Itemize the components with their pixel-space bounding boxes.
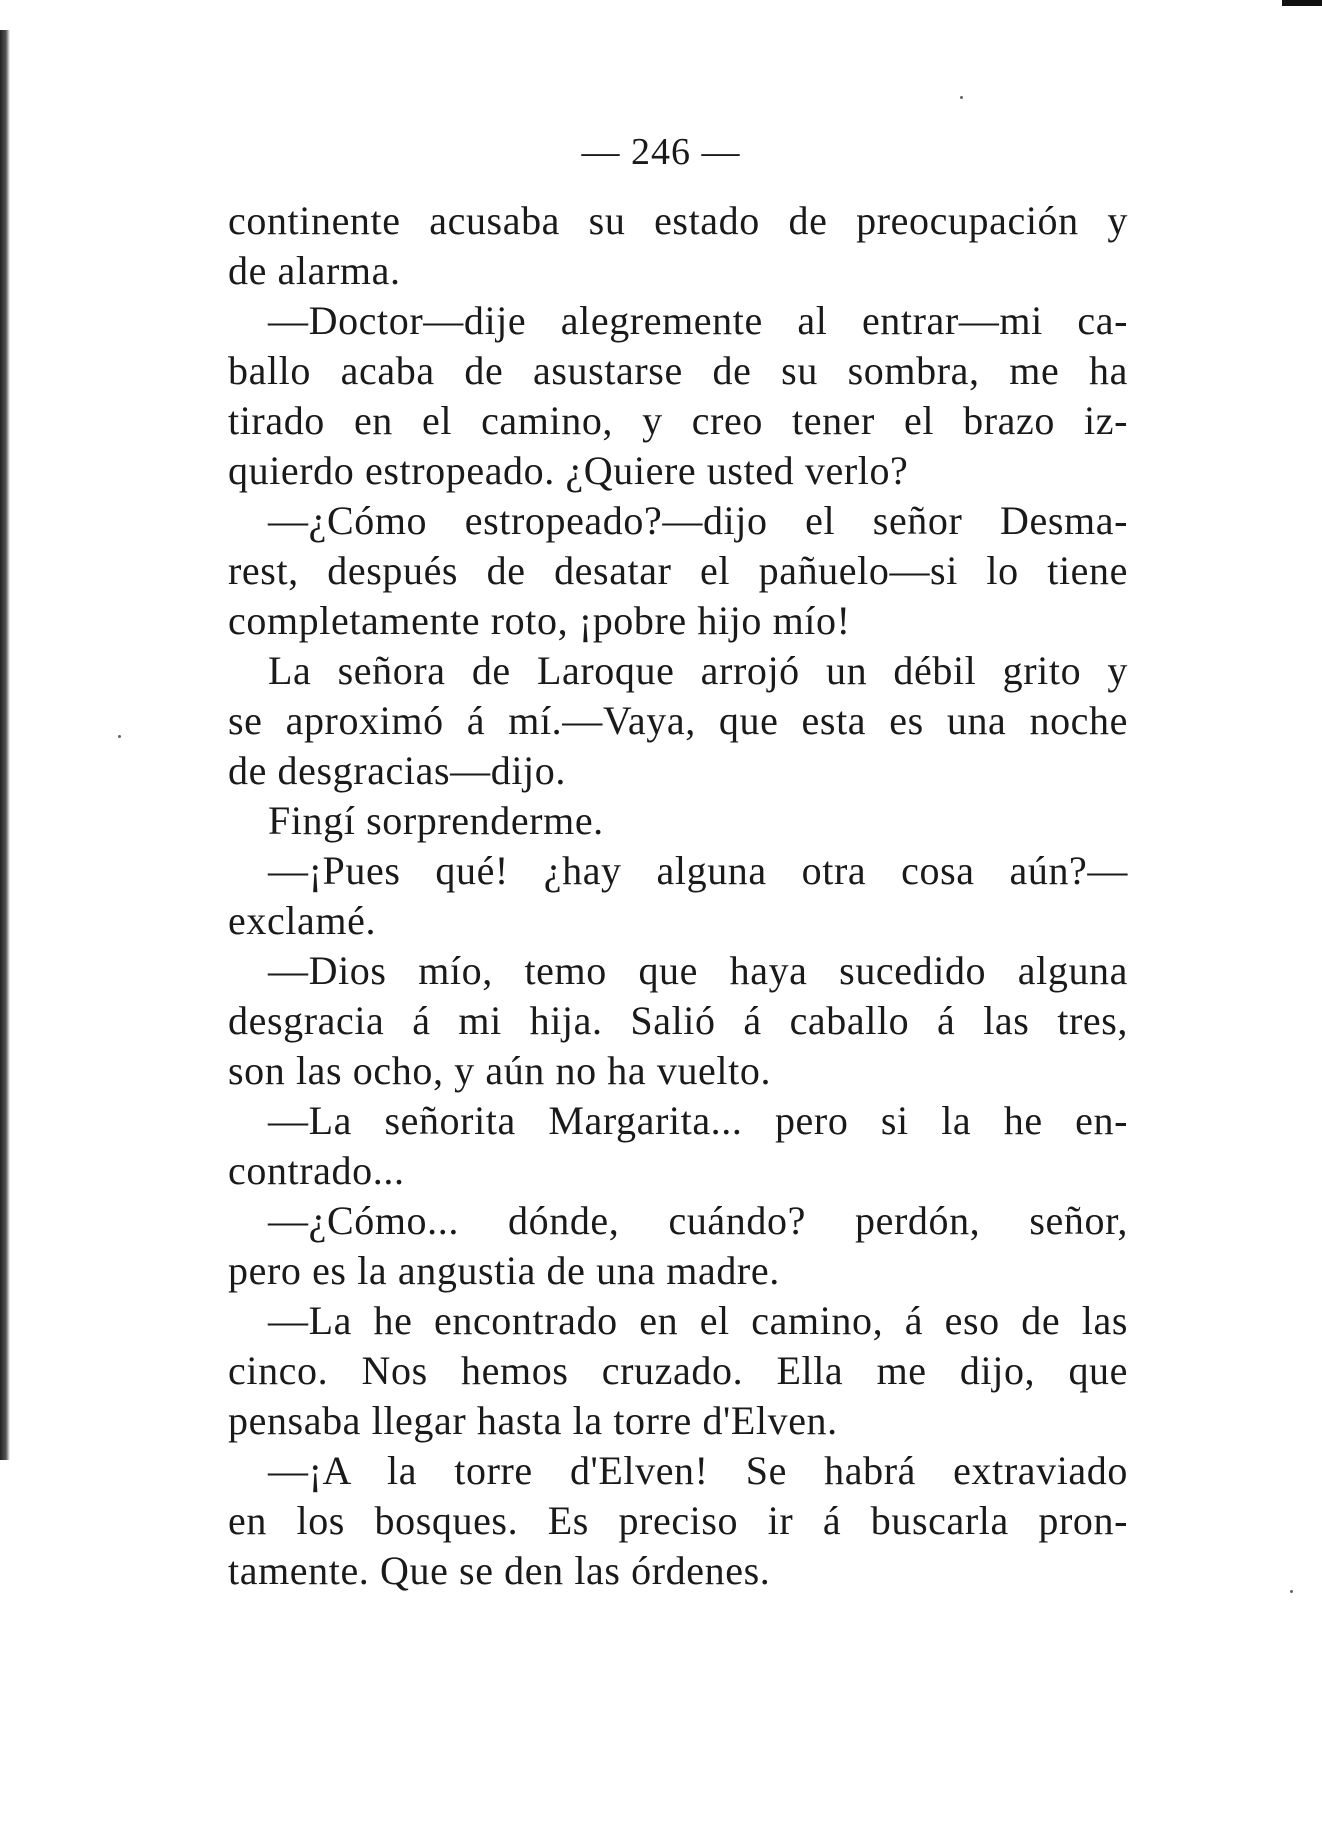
text-line: contrado...: [228, 1148, 405, 1193]
text-line: de desgracias—dijo.: [228, 748, 566, 793]
print-speck: [118, 735, 121, 738]
text-line: pero es la angustia de una madre.: [228, 1248, 780, 1293]
text-line: se aproximó á mí.—Vaya, que esta es una noche: [228, 698, 1128, 743]
text-line: tamente. Que se den las órdenes.: [228, 1548, 771, 1593]
text-line: completamente roto, ¡pobre hijo mío!: [228, 598, 851, 643]
print-speck: [960, 96, 963, 99]
text-line: exclamé.: [228, 898, 377, 943]
body-text: [228, 196, 1128, 1596]
text-line: —¿Cómo... dónde, cuándo? perdón, señor,: [268, 1198, 1128, 1243]
text-line: rest, después de desatar el pañuelo—si lo tiene: [228, 548, 1128, 593]
text-line: desgracia á mi hija. Salió á caballo á las tres,: [228, 998, 1128, 1043]
print-speck: [1290, 1590, 1293, 1593]
text-line: en los bosques. Es preciso ir á buscarla pron-: [228, 1498, 1128, 1543]
text-line: continente acusaba su estado de preocupación y: [228, 198, 1128, 243]
text-line: quierdo estropeado. ¿Quiere usted verlo?: [228, 448, 909, 493]
corner-mark: [1282, 0, 1322, 6]
text-line: —¿Cómo estropeado?—dijo el señor Desma-: [268, 498, 1128, 543]
page-number: — 246 —: [581, 131, 741, 173]
text-line: —La he encontrado en el camino, á eso de las: [268, 1298, 1128, 1343]
text-line: son las ocho, y aún no ha vuelto.: [228, 1048, 772, 1093]
text-line: —¡A la torre d'Elven! Se habrá extraviado: [268, 1448, 1128, 1493]
text-line: —La señorita Margarita... pero si la he en-: [268, 1098, 1128, 1143]
text-line: —Doctor—dije alegremente al entrar—mi ca-: [268, 298, 1128, 343]
text-line: La señora de Laroque arrojó un débil grito y: [268, 648, 1128, 693]
text-line: —¡Pues qué! ¿hay alguna otra cosa aún?—: [268, 848, 1128, 893]
text-line: —Dios mío, temo que haya sucedido alguna: [268, 948, 1128, 993]
binding-edge-shadow: [0, 30, 10, 1460]
text-line: tirado en el camino, y creo tener el brazo iz-: [228, 398, 1128, 443]
text-line: ballo acaba de asustarse de su sombra, me ha: [228, 348, 1128, 393]
text-line: pensaba llegar hasta la torre d'Elven.: [228, 1398, 838, 1443]
text-line: de alarma.: [228, 248, 401, 293]
text-line: cinco. Nos hemos cruzado. Ella me dijo, que: [228, 1348, 1128, 1393]
text-line: Fingí sorprenderme.: [268, 798, 604, 843]
